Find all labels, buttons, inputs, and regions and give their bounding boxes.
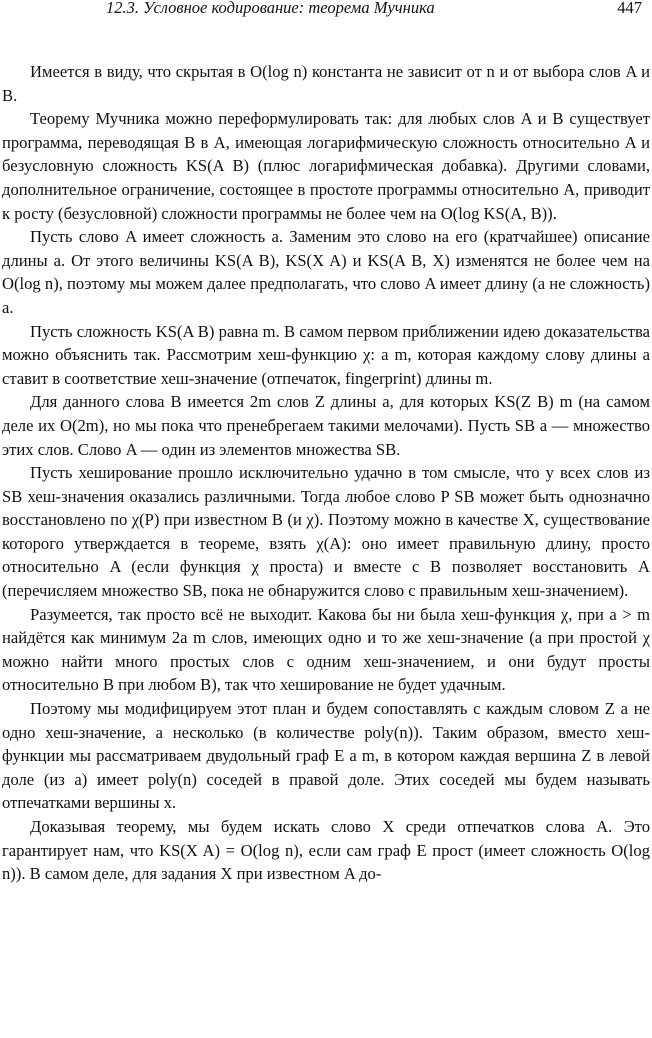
paragraph: Пусть сложность KS(A B) равна m. В самом первом приближении идею доказательства можно объяснить так. Рассмотрим хеш-функцию χ: a m, которая каждому слову длины a ставит в соответствие хеш-значение (отпечаток, fingerprint) длины m.: [2, 321, 650, 388]
running-header: [0, 0, 642, 20]
paragraph: Для данного слова B имеется 2m слов Z длины a, для которых KS(Z B) m (на самом деле их O(2m), но мы пока что пренебрегаем такими мелочами). Пусть SB a — множество этих слов. Слово A — один из элементов множества SB.: [2, 392, 650, 459]
paragraph: Теорему Мучника можно переформулировать так: для любых слов A и B существует программа, переводящая B в A, имеющая логарифмическую сложность относительно A и безусловную сложность KS(A B) (плюс логарифмическая добавка). Другими словами, дополнительное ограничение, состоящее в простоте программы относительно A, приводит к росту (безусловной) сложности программы не более чем на O(log KS(A, B)).: [2, 109, 650, 223]
text-body: [2, 60, 650, 886]
paragraph: Разумеется, так просто всё не выходит. Какова бы ни была хеш-функция χ, при a > m найдётся как минимум 2a m слов, имеющих одно и то же хеш-значение (а при простой χ можно найти много простых слов с одним хеш-значением, и они будут просты относительно B при любом B), так что хеширование не будет удачным.: [2, 604, 650, 695]
paragraph: Доказывая теорему, мы будем искать слово X среди отпечатков слова A. Это гарантирует нам, что KS(X A) = O(log n), если сам граф E прост (имеет сложность O(log n)). В самом деле, для задания X при известном A до-: [2, 817, 650, 884]
chapter-title: 12.3. Условное кодирование: теорема Мучника: [106, 0, 435, 17]
paragraph: Имеется в виду, что скрытая в O(log n) константа не зависит от n и от выбора слов A и B.: [2, 62, 650, 105]
page-number: 447: [617, 0, 642, 17]
paragraph: Пусть слово A имеет сложность a. Заменим это слово на его (кратчайшее) описание длины a. От этого величины KS(A B), KS(X A) и KS(A B, X) изменятся не более чем на O(log n), поэтому мы можем далее предполагать, что слово A имеет длину (а не сложность) a.: [2, 227, 650, 317]
paragraph: Пусть хеширование прошло исключительно удачно в том смысле, что у всех слов из SB хеш-значения оказались различными. Тогда любое слово P SB может быть однозначно восстановлено по χ(P) при известном B (и χ). Поэтому можно в качестве X, существование которого утверждается в теореме, взять χ(A): оно имеет правильную длину, просто относительно A (если функция χ проста) и вместе с B позволяет восстановить A (перечисляем множество SB, пока не обнаружится слово с правильным хеш-значением).: [2, 463, 650, 601]
paragraph: Поэтому мы модифицируем этот план и будем сопоставлять с каждым словом Z a не одно хеш-значение, а несколько (в количестве poly(n)). Таким образом, вместо хеш-функции мы рассматриваем двудольный граф E a m, в котором каждая вершина Z в левой доле (из a) имеет poly(n) соседей в правой доле. Этих соседей мы будем называть отпечатками вершины x.: [2, 699, 650, 813]
